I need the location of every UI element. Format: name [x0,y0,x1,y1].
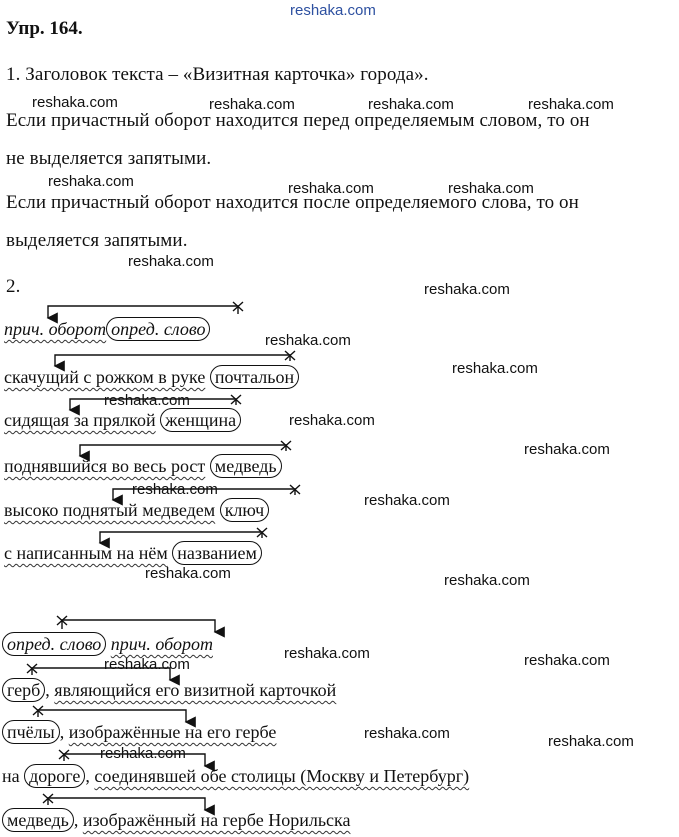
preposition: на [2,766,25,786]
arrow [38,710,186,722]
watermark: reshaka.com [524,652,610,669]
participle-phrase: изображённые на его гербе [68,722,277,742]
watermark: reshaka.com [364,725,450,742]
watermark: reshaka.com [284,645,370,662]
example-row: на дороге , соединявшей обе столицы (Москву и Петербург) [2,766,470,786]
part1-line: 1. Заголовок текста – «Визитная карточка» города». [6,64,429,85]
arrow [32,668,170,680]
participle-phrase: изображённый на гербе Норильска [82,810,351,830]
participle-phrase: сидящая за прялкой [4,410,156,430]
example-row: медведь , изображённый на гербе Норильска [2,808,350,832]
watermark: reshaka.com [290,2,376,19]
part2-label: 2. [6,276,21,297]
defined-word: дороге [24,764,85,788]
participle-phrase-label: прич. оборот [110,634,213,654]
watermark: reshaka.com [364,492,450,509]
arrow [70,399,236,410]
watermark: reshaka.com [128,253,214,270]
exercise-title: Упр. 164. [6,18,83,39]
participle-phrase: скачущий с рожком в руке [4,367,206,387]
defined-word: пчёлы [2,720,60,744]
watermark: reshaka.com [524,441,610,458]
arrow [48,798,205,810]
defined-word: почтальон [210,365,299,389]
defined-word: ключ [220,498,270,522]
part1-line: Если причастный оборот находится перед определяемым словом, то он [6,110,590,131]
defined-word: медведь [2,808,74,832]
participle-phrase: высоко поднятый медведем [4,500,216,520]
watermark: reshaka.com [100,745,186,762]
part1-line: выделяется запятыми. [6,230,188,251]
defined-word: женщина [160,408,241,432]
watermark: reshaka.com [452,360,538,377]
arrow [48,306,238,318]
watermark: reshaka.com [104,656,190,673]
participle-phrase-label: прич. оборот [4,319,107,339]
watermark: reshaka.com [48,173,134,190]
defined-word: медведь [210,454,282,478]
arrow [55,355,290,366]
arrow-group [27,302,300,810]
arrow [80,445,286,456]
arrow [64,754,205,766]
defined-word: герб [2,678,45,702]
watermark: reshaka.com [32,94,118,111]
arrow [62,620,215,632]
part1-line: не выделяется запятыми. [6,148,212,169]
watermark: reshaka.com [288,180,374,197]
defined-word: названием [172,541,262,565]
example-row: пчёлы , изображённые на его гербе [2,720,276,744]
watermark: reshaka.com [444,572,530,589]
watermark: reshaka.com [209,96,295,113]
arrow [113,489,295,500]
watermark: reshaka.com [289,412,375,429]
watermark: reshaka.com [145,565,231,582]
arrow [100,532,262,543]
participle-phrase: с написанным на нём [4,543,168,563]
watermark: reshaka.com [368,96,454,113]
part1-line: Если причастный оборот находится после определяемого слова, то он [6,192,579,213]
watermark: reshaka.com [448,180,534,197]
watermark: reshaka.com [424,281,510,298]
watermark: reshaka.com [548,733,634,750]
watermark: reshaka.com [265,332,351,349]
watermark: reshaka.com [528,96,614,113]
participle-phrase: поднявшийся во весь рост [4,456,206,476]
participle-phrase: являющийся его визитной карточкой [54,680,337,700]
participle-phrase: соединявшей обе столицы (Москву и Петербург) [94,766,470,786]
defined-word-label: опред. слово [106,317,210,341]
defined-word-label: опред. слово [2,632,106,656]
watermark: reshaka.com [104,392,190,409]
example-row: герб , являющийся его визитной карточкой [2,678,336,702]
watermark: reshaka.com [132,481,218,498]
